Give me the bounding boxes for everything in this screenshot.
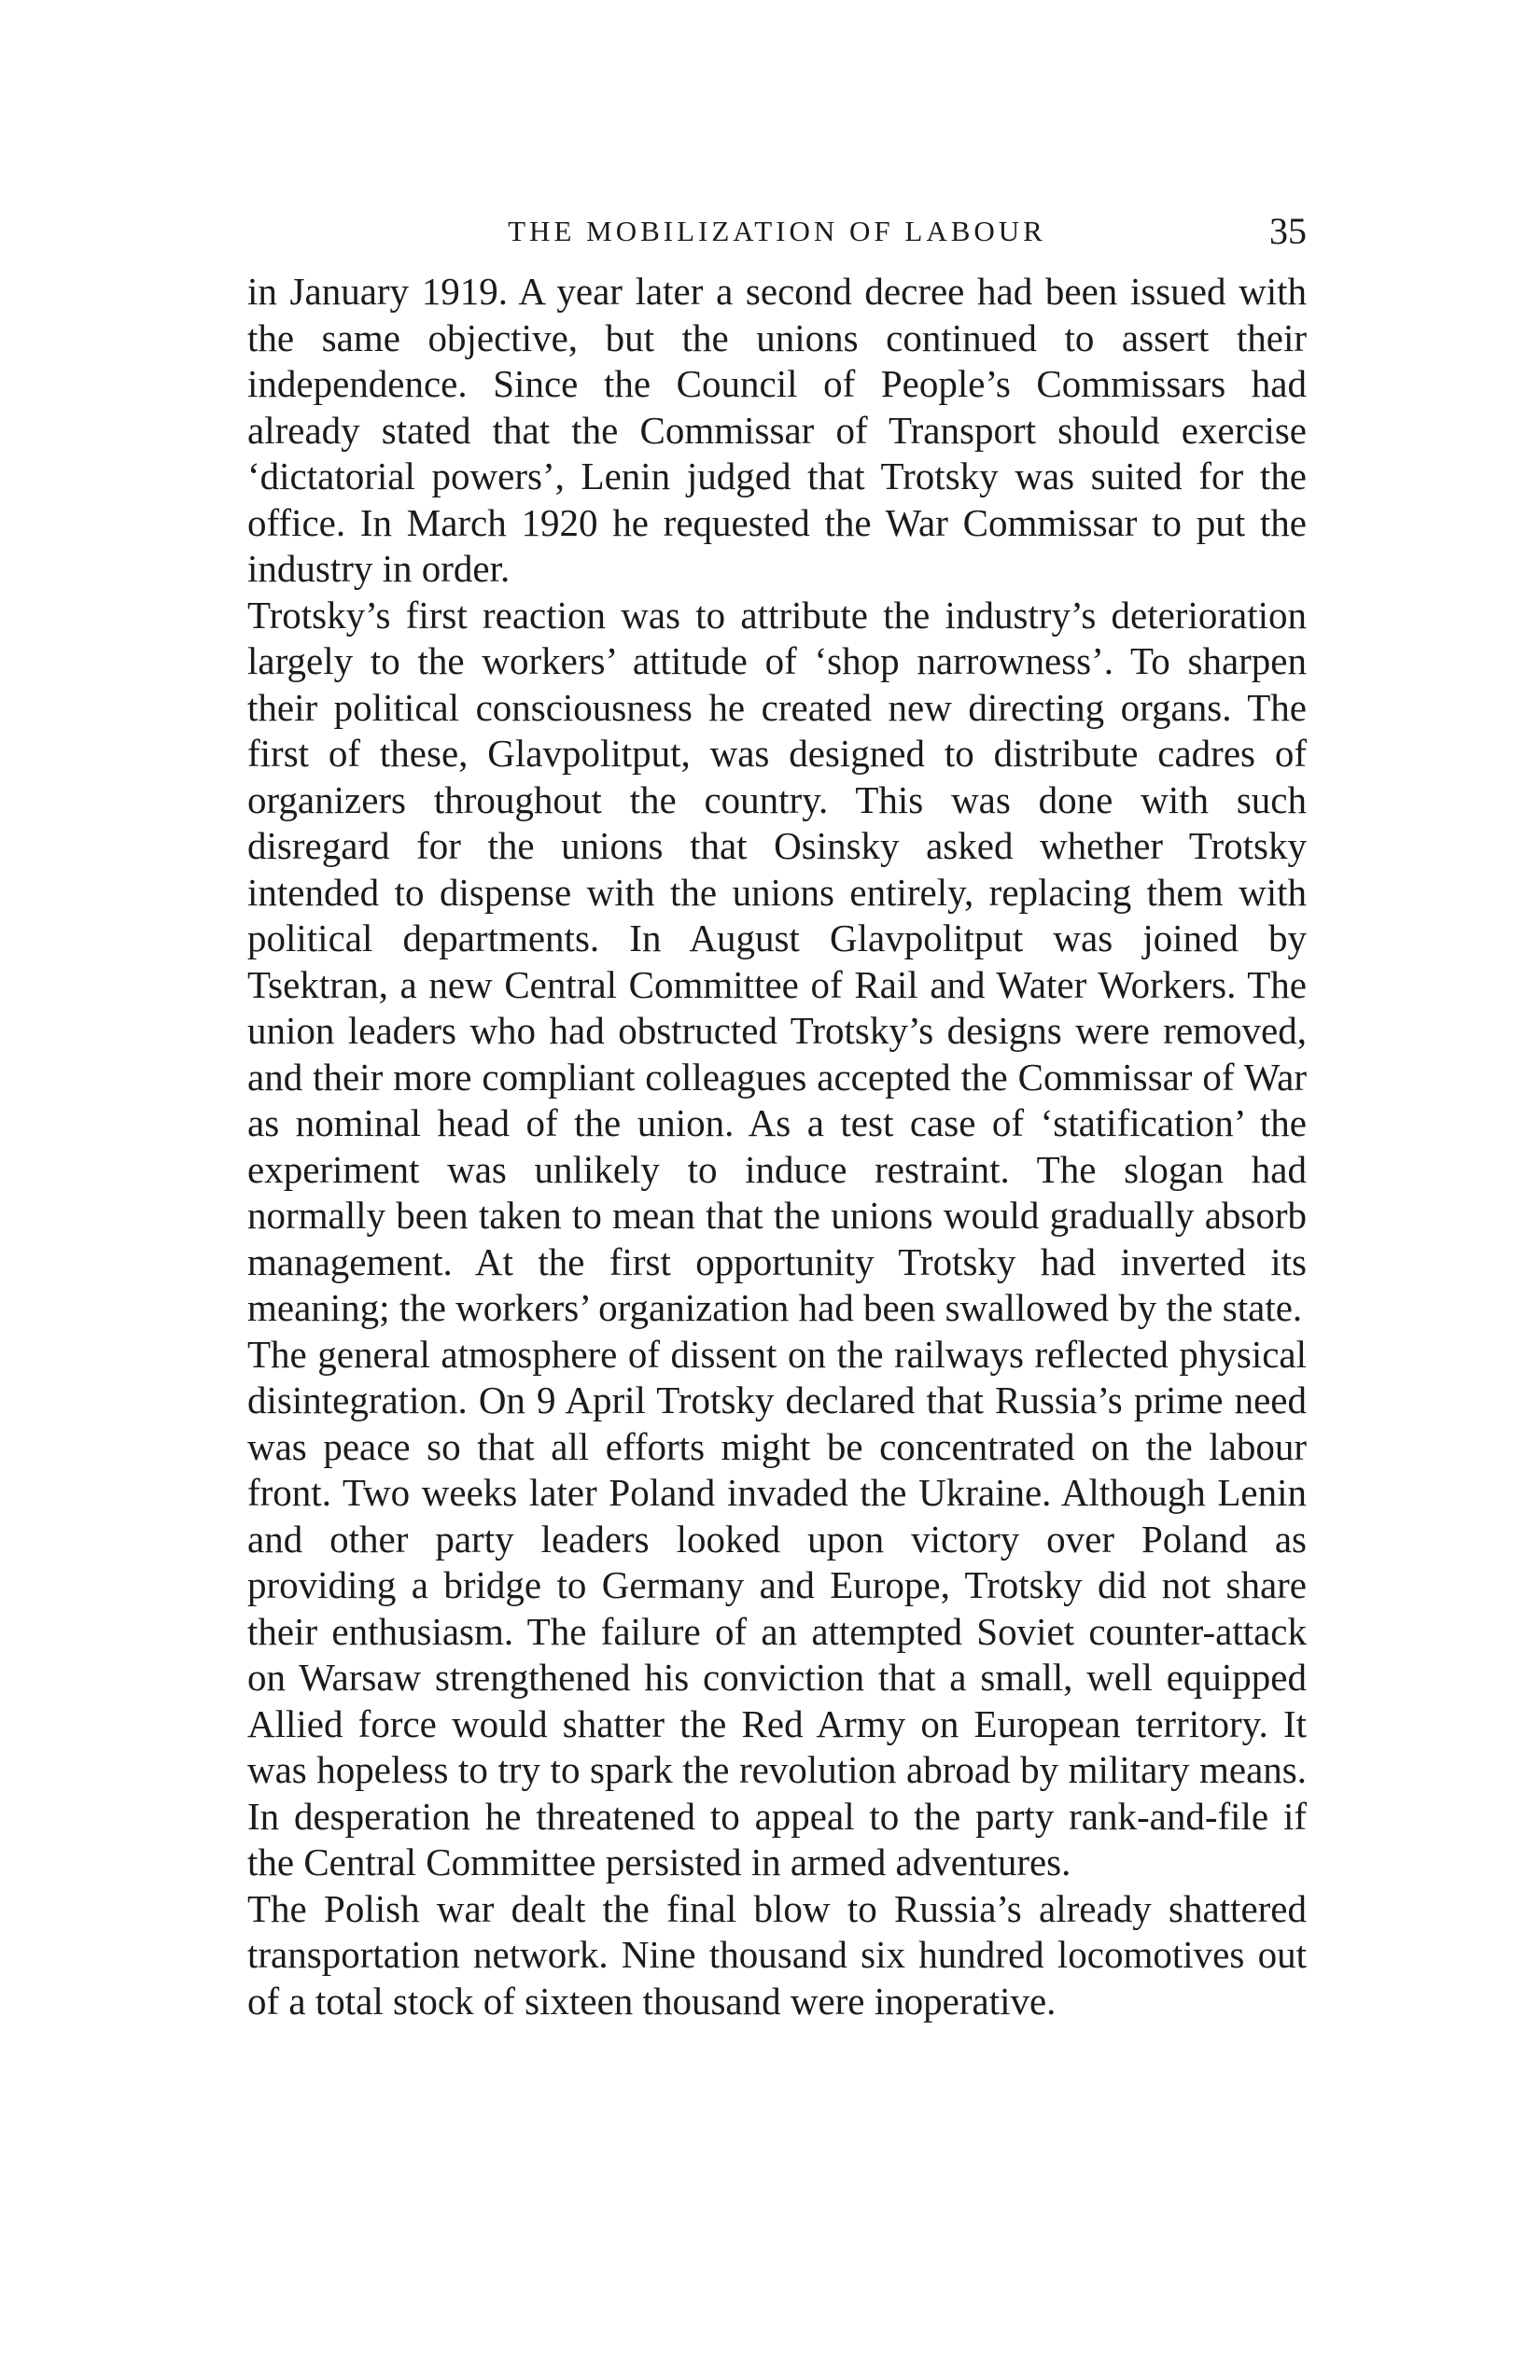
running-head [247,210,1307,269]
body-text [247,269,1307,2024]
running-title: THE MOBILIZATION OF LABOUR [508,215,1046,247]
page-number: 35 [1269,210,1307,252]
book-page [247,210,1307,2024]
paragraph-4: The Polish war dealt the final blow to Russia’s already shattered transportation network. Nine thousand six hundred locomotives out of a total stock of sixteen thousand were inoperative. [247,1886,1307,2023]
paragraph-1: in January 1919. A year later a second decree had been issued with the same objective, but the unions continued to assert their independence. Since the Council of People’s Commissars had already stated that the Commissar of Transport should exercise ‘dictatorial powers’, Lenin judged that Trotsky was suited for the office. In March 1920 he requested the War Commissar to put the industry in order. [247,270,1307,590]
paragraph-2: Trotsky’s first reaction was to attribute the industry’s deterioration largely to the workers’ attitude of ‘shop narrowness’. To sharpen their political consciousness he created new directing organs. The first of these, Glavpolitput, was designed to distribute cadres of organizers throughout the country. This was done with such disregard for the unions that Osinsky asked whether Trotsky intended to dispense with the unions entirely, replacing them with political departments. In August Glavpolitput was joined by Tsektran, a new Central Committee of Rail and Water Workers. The union leaders who had obstructed Trotsky’s designs were removed, and their more compliant colleagues accepted the Commissar of War as nominal head of the union. As a test case of ‘statification’ the experiment was unlikely to induce restraint. The slogan had normally been taken to mean that the unions would gradually absorb management. At the first opportunity Trotsky had inverted its meaning; the workers’ organization had been swallowed by the state. [247,593,1307,1329]
paragraph-3: The general atmosphere of dissent on the railways reflected physical disintegration. On 9 April Trotsky declared that Russia’s prime need was peace so that all efforts might be concentrated on the labour front. Two weeks later Poland invaded the Ukraine. Although Lenin and other party leaders looked upon victory over Poland as providing a bridge to Germany and Europe, Trotsky did not share their enthusiasm. The failure of an attempted Soviet counter-attack on Warsaw strengthened his conviction that a small, well equipped Allied force would shatter the Red Army on European territory. It was hopeless to try to spark the revolution abroad by military means. In desperation he threatened to appeal to the party rank-and-file if the Central Committee persisted in armed adventures. [247,1332,1307,1883]
